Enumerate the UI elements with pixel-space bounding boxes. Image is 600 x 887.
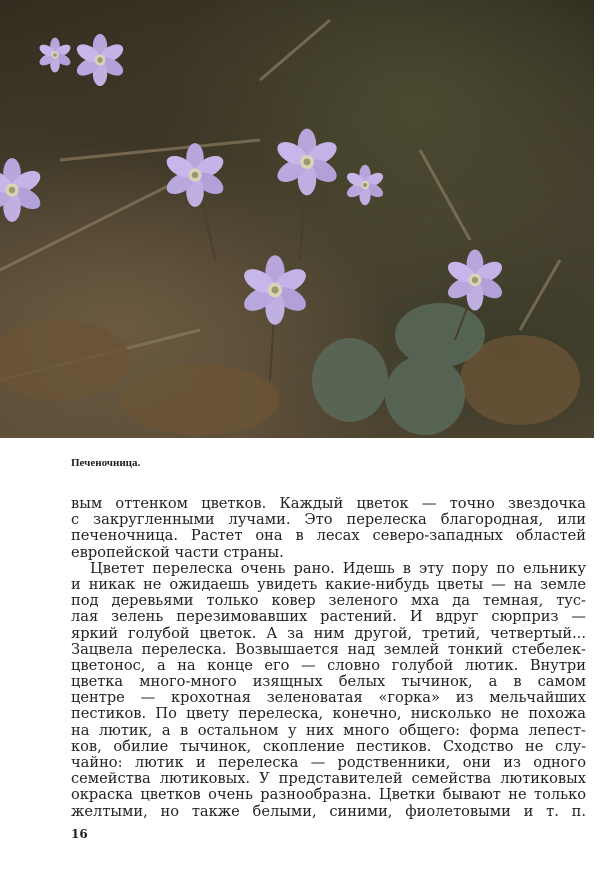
text-line: под деревьями только ковер зеленого мха да темная, тус-: [71, 592, 586, 610]
text-line: европейской части страны.: [71, 543, 284, 561]
text-line: центре — крохотная зеленоватая «горка» из мельчайших: [71, 689, 586, 707]
text-line: цветонос, а на конце его — словно голубой лютик. Внутри: [71, 656, 586, 674]
body-text: [71, 496, 586, 820]
text-line: на лютик, а в остальном у них много общего: форма лепест-: [71, 721, 586, 739]
text-line: ков, обилие тычинок, скопление пестиков. Сходство не слу-: [71, 737, 586, 755]
text-line: и никак не ожидаешь увидеть какие-нибудь цветы — на земле: [71, 575, 586, 593]
text-line: яркий голубой цветок. А за ним другой, третий, четвертый...: [71, 624, 586, 642]
page-number: 16: [71, 827, 88, 841]
hepatica-flowers-photo: [0, 0, 594, 438]
photo-illustration: [0, 0, 594, 438]
text-line: печеночница. Растет она в лесах северо-западных областей: [71, 527, 586, 545]
text-line: чайно: лютик и перелеска — родственники, они из одного: [71, 754, 586, 771]
text-line: Зацвела перелеска. Возвышается над землей тонкий стебелек-: [71, 640, 586, 658]
text-line: вым оттенком цветков. Каждый цветок — точно звездочка: [71, 495, 586, 512]
paragraph-1: [71, 496, 586, 561]
paragraph-2: [71, 561, 586, 820]
text-line: окраска цветков очень разнообразна. Цветки бывают не только: [71, 786, 586, 804]
text-line: Цветет перелеска очень рано. Идешь в эту пору по ельнику: [90, 559, 586, 577]
photo-caption: Печеночница.: [71, 457, 141, 469]
text-line: с закругленными лучами. Это перелеска благородная, или: [71, 511, 586, 529]
text-line: лая зелень перезимовавших растений. И вдруг сюрприз —: [71, 608, 586, 626]
text-line: цветка много-много изящных белых тычинок, а в самом: [71, 673, 586, 691]
text-line: пестиков. По цвету перелеска, конечно, нисколько не похожа: [71, 705, 586, 723]
text-line: семейства лютиковых. У представителей семейства лютиковых: [71, 770, 586, 788]
text-line: желтыми, но также белыми, синими, фиолетовыми и т. п.: [71, 802, 586, 820]
